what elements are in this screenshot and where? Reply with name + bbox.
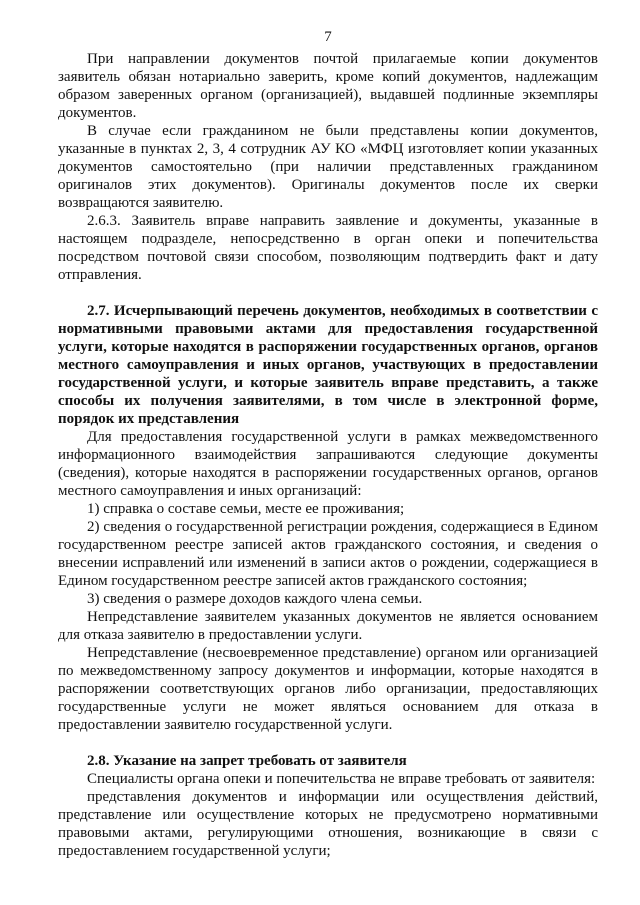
- section-2-7-note-2: Непредставление (несвоевременное представление) органом или организацией по межведомственному запросу документов и информации, которые находятся в распоряжении соответствующих органов либо организации, предоставляющих государственные услуги не может являться основанием для отказа в предоставлении заявителю государственной услуги.: [58, 645, 598, 733]
- section-2-8-heading: 2.8. Указание на запрет требовать от заявителя: [87, 753, 407, 769]
- section-2-7-item-2: 2) сведения о государственной регистрации рождения, содержащиеся в Едином государственном реестре записей актов гражданского состояния, и сведения о внесении исправлений или изменений в записи актов о рождении, содержащиеся в Едином государственном реестре записей актов гражданского состояния;: [58, 519, 598, 589]
- section-2-7-note-1: Непредставление заявителем указанных документов не является основанием для отказа заявителю в предоставлении услуги.: [58, 609, 598, 643]
- paragraph-2-6-3: 2.6.3. Заявитель вправе направить заявление и документы, указанные в настоящем подразделе, непосредственно в орган опеки и попечительства посредством почтовой связи способом, позволяющим подтвердить факт и дату отправления.: [58, 213, 598, 283]
- section-2-8-intro: Специалисты органа опеки и попечительства не вправе требовать от заявителя:: [87, 771, 596, 787]
- paragraph-postal-copies: При направлении документов почтой прилагаемые копии документов заявитель обязан нотариально заверить, кроме копий документов, надлежащим образом заверенных органом (организацией), выдавшей подлинные экземпляры документов.: [58, 51, 598, 121]
- section-2-7-intro: Для предоставления государственной услуги в рамках межведомственного информационного взаимодействия запрашиваются следующие документы (сведения), которые находятся в распоряжении государственных органов, органов местного самоуправления и иных организаций:: [58, 429, 598, 499]
- section-2-8-item-1: представления документов и информации или осуществления действий, представление или осуществление которых не предусмотрено нормативными правовыми актами, регулирующими отношения, возникающие в связи с предоставлением государственной услуги;: [58, 789, 598, 859]
- section-2-7-item-1: 1) справка о составе семьи, месте ее проживания;: [87, 501, 405, 517]
- paragraph-mfc-copies: В случае если гражданином не были представлены копии документов, указанные в пунктах 2, 3, 4 сотрудник АУ КО «МФЦ изготовляет копии указанных документов самостоятельно (при наличии представленных гражданином оригиналов этих документов). Оригиналы документов после их сверки возвращаются заявителю.: [58, 123, 598, 211]
- page-number: 7: [324, 29, 332, 45]
- section-2-7-item-3: 3) сведения о размере доходов каждого члена семьи.: [87, 591, 423, 607]
- section-2-7-heading: 2.7. Исчерпывающий перечень документов, необходимых в соответствии с нормативными правовыми актами для предоставления государственной услуги, которые находятся в распоряжении государственных органов, органов местного самоуправления и иных органов, участвующих в предоставлении государственной услуги, и которые заявитель вправе представить, а также способы их получения заявителями, в том числе в электронной форме, порядок их представления: [58, 303, 598, 427]
